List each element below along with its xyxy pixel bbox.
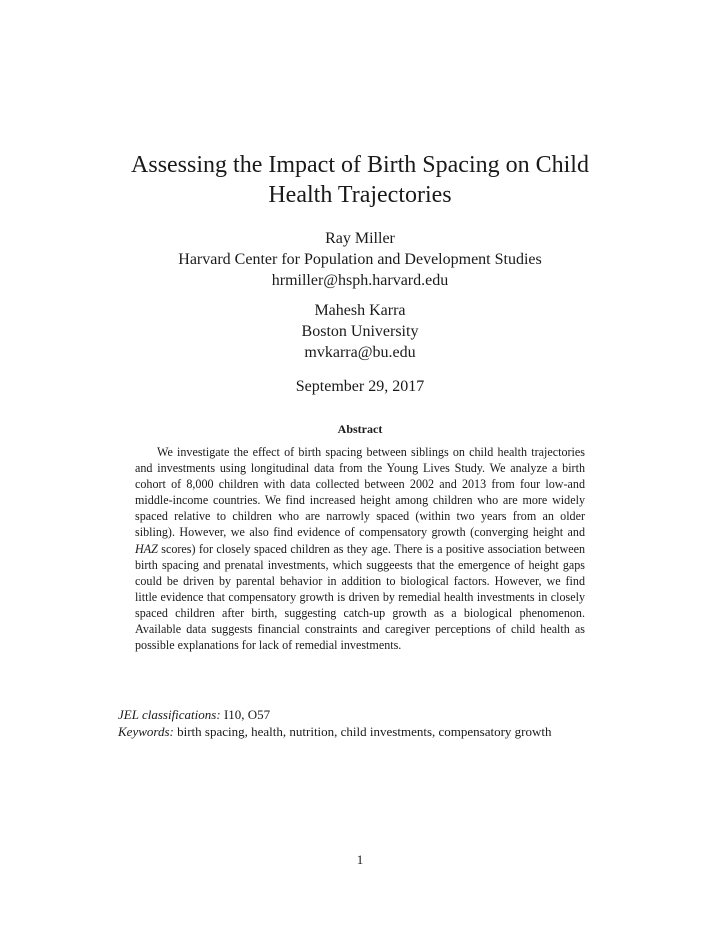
author-block-1 [0, 228, 720, 291]
paper-date: September 29, 2017 [295, 378, 425, 395]
abstract-heading: Abstract [337, 422, 383, 436]
abstract-text [135, 444, 585, 653]
abstract-text-part-2: scores) for closely spaced children as they age. There is a positive association between birth spacing and prenatal investments, which suggeests that the emergence of height gaps could be driven by parental behavior in addition to biological factors. However, we find little evidence that compensatory growth is driven by remedial health investments in closely spaced children after birth, suggesting catch-up growth as a biological phenomenon. Available data suggests financial constraints and caregiver perceptions of child health as possible explanations for lack of remedial investments. [135, 541, 585, 653]
paper-title [0, 150, 720, 210]
jel-value: I10, O57 [223, 707, 271, 722]
page-number: 1 [356, 852, 364, 867]
keywords-value: birth spacing, health, nutrition, child investments, compensatory growth [177, 724, 552, 739]
abstract-math-term: HAZ [135, 541, 158, 556]
jel-classifications [118, 706, 638, 724]
author-affiliation: Harvard Center for Population and Development Studies [178, 251, 542, 268]
title-line-2: Health Trajectories [268, 182, 452, 208]
author-email: mvkarra@bu.edu [304, 344, 416, 361]
author-email: hrmiller@hsph.harvard.edu [271, 272, 449, 289]
author-affiliation: Boston University [301, 323, 419, 340]
author-block-2 [0, 300, 720, 363]
abstract-text-part-1: We investigate the effect of birth spacing between siblings on child health trajectories and investments using longitudinal data from the Young Lives Study. We analyze a birth cohort of 8,000 children with data collected between 2002 and 2013 from four low-and middle-income countries. We find increased height among children who are more widely spaced relative to children who are narrowly spaced (within two years from an older sibling). However, we also find evidence of compensatory growth (converging height and [135, 445, 585, 540]
keywords-label: Keywords: [118, 724, 174, 739]
author-name: Ray Miller [325, 230, 395, 247]
keywords [118, 723, 638, 741]
jel-label: JEL classifications: [118, 707, 221, 722]
title-line-1: Assessing the Impact of Birth Spacing on Child [131, 152, 589, 178]
author-name: Mahesh Karra [314, 302, 406, 319]
